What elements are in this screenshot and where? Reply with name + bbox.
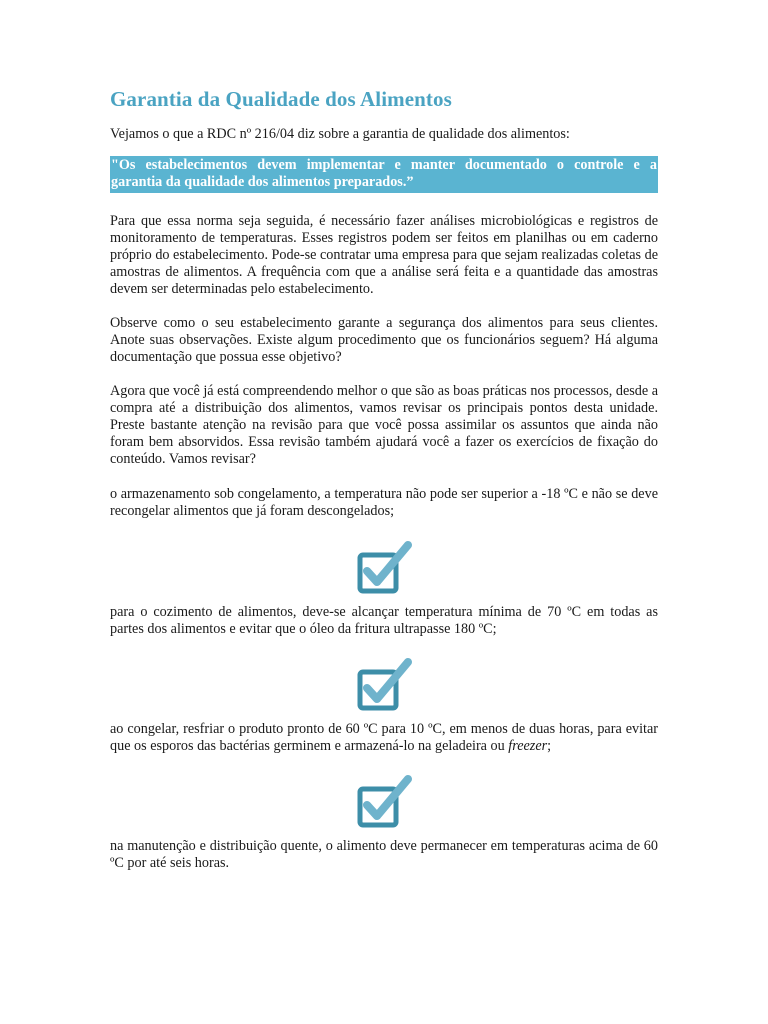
checkbox-checked-icon	[110, 540, 658, 598]
document-body	[110, 86, 658, 872]
paragraph-observe: Observe como o seu estabelecimento garante a segurança dos alimentos para seus clientes. Anote suas observações. Existe algum procedimento que os funcionários seguem? Há alguma documentação que possua esse objetivo?	[110, 315, 658, 365]
item-congelar	[110, 721, 658, 755]
paragraph-norma: Para que essa norma seja seguida, é necessário fazer análises microbiológicas e registros de monitoramento de temperaturas. Esses registros podem ser feitos em planilhas ou em caderno próprio do estabelecimento. Pode-se contratar uma empresa para que sejam realizadas coletas de amostras de alimentos. A frequência com que a análise será feita e a quantidade das amostras devem ser determinadas pelo estabelecimento.	[110, 213, 658, 297]
checkbox-checked-icon-svg	[354, 657, 414, 713]
checkbox-checked-icon	[110, 657, 658, 715]
highlighted-quote	[110, 156, 658, 193]
item-congelamento: o armazenamento sob congelamento, a temperatura não pode ser superior a -18 ºC e não se deve recongelar alimentos que já foram descongelados;	[110, 486, 658, 519]
quote-line-1: "Os estabelecimentos devem implementar e manter documentado o controle e a	[111, 157, 657, 173]
intro-paragraph: Vejamos o que a RDC nº 216/04 diz sobre a garantia de qualidade dos alimentos:	[110, 126, 570, 142]
item-congelar-italic: freezer	[508, 738, 548, 754]
quote-line-2: garantia da qualidade dos alimentos preparados.”	[111, 174, 414, 190]
item-congelar-end: ;	[547, 738, 552, 754]
item-cozimento: para o cozimento de alimentos, deve-se alcançar temperatura mínima de 70 ºC em todas as partes dos alimentos e evitar que o óleo da fritura ultrapasse 180 ºC;	[110, 604, 658, 637]
checkbox-checked-icon	[110, 774, 658, 832]
checkbox-checked-icon-svg	[354, 540, 414, 596]
checkbox-checked-icon-svg	[354, 774, 414, 830]
page-title: Garantia da Qualidade dos Alimentos	[110, 87, 452, 111]
item-congelar-text: ao congelar, resfriar o produto pronto de 60 ºC para 10 ºC, em menos de duas horas, para evitar que os esporos das bactérias germinem e armazená-lo na geladeira ou	[110, 721, 658, 754]
item-manutencao: na manutenção e distribuição quente, o alimento deve permanecer em temperaturas acima de 60 ºC por até seis horas.	[110, 838, 658, 871]
paragraph-revisao: Agora que você já está compreendendo melhor o que são as boas práticas nos processos, desde a compra até a distribuição dos alimentos, vamos revisar os principais pontos desta unidade. Preste bastante atenção na revisão para que você possa assimilar os assuntos que ainda não foram bem absorvidos. Essa revisão também ajudará você a fazer os exercícios de fixação do conteúdo. Vamos revisar?	[110, 383, 659, 467]
